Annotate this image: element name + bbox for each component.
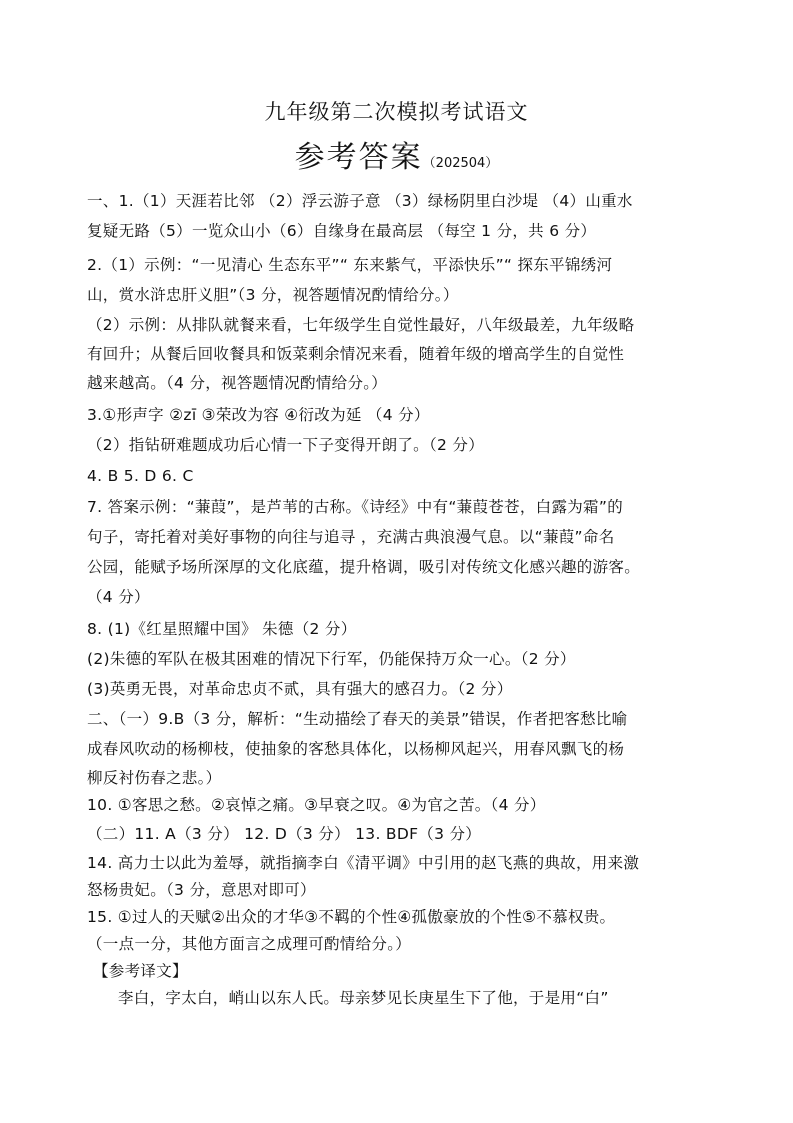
translation-heading: 【参考译文】	[93, 962, 188, 980]
answer-line: 3.①形声字 ②zī ③荣改为容 ④衍改为延 （4 分）	[87, 406, 430, 424]
answer-key-title: 参考答案	[294, 140, 423, 175]
answer-line: 山，赏水浒忠肝义胆”（3 分，视答题情况酌情给分。）	[87, 286, 459, 304]
answer-line: 有回升；从餐后回收餐具和饭菜剩余情况来看，随着年级的增高学生的自觉性	[87, 345, 625, 363]
answer-line: 8. (1)《红星照耀中国》 朱德（2 分）	[87, 620, 357, 638]
answer-line: 二、（一）9.B（3 分，解析：“生动描绘了春天的美景”错误，作者把客愁比喻	[87, 710, 628, 728]
answer-line: （一点一分，其他方面言之成理可酌情给分。）	[87, 935, 412, 953]
answer-line: 复疑无路（5）一览众山小（6）自缘身在最高层 （每空 1 分，共 6 分）	[87, 222, 597, 240]
answer-line: 10. ①客思之愁。②哀悼之痛。③早衰之叹。④为官之苦。（4 分）	[87, 796, 546, 814]
answer-line: 句子，寄托着对美好事物的向往与追寻 ，充满古典浪漫气息。以“蒹葭”命名	[87, 528, 615, 546]
answer-line: 15. ①过人的天赋②出众的才华③不羁的个性④孤傲豪放的个性⑤不慕权贵。	[87, 908, 616, 926]
answer-line: (2)朱德的军队在极其困难的情况下行军，仍能保持万众一心。（2 分）	[87, 650, 576, 668]
answer-line: 14. 高力士以此为羞辱，就指摘李白《清平调》中引用的赵飞燕的典故，用来激	[87, 854, 640, 872]
answer-line: 柳反衬伤春之悲。）	[87, 769, 222, 787]
answer-line: 公园，能赋予场所深厚的文化底蕴，提升格调，吸引对传统文化感兴趣的游客。	[87, 558, 641, 576]
answer-line: 一、1.（1）天涯若比邻 （2）浮云游子意 （3）绿杨阴里白沙堤 （4）山重水	[87, 192, 633, 210]
answer-line: 成春风吹动的杨柳枝，使抽象的客愁具体化，以杨柳风起兴，用春风飘飞的杨	[87, 740, 625, 758]
answer-line: （2）指钻研难题成功后心情一下子变得开朗了。（2 分）	[87, 436, 485, 454]
exam-code: （202504）	[422, 156, 499, 171]
answer-line: 4. B 5. D 6. C	[87, 467, 194, 485]
answer-key-heading	[0, 132, 793, 176]
exam-title: 九年级第二次模拟考试语文	[264, 100, 529, 124]
answer-line: （2）示例：从排队就餐来看，七年级学生自觉性最好，八年级最差，九年级略	[87, 316, 635, 334]
answer-line: (3)英勇无畏，对革命忠贞不贰，具有强大的感召力。（2 分）	[87, 680, 513, 698]
answer-line: 7. 答案示例：“蒹葭”，是芦苇的古称。《诗经》中有“蒹葭苍苍，白露为霜”的	[87, 498, 623, 516]
answer-line: 越来越高。（4 分，视答题情况酌情给分。）	[87, 374, 388, 392]
answer-line: 2.（1）示例：“一见清心 生态东平”“ 东来紫气，平添快乐”“ 探东平锦绣河	[87, 256, 613, 274]
answer-line: （4 分）	[87, 588, 150, 606]
answer-line: （二）11. A（3 分） 12. D（3 分） 13. BDF（3 分）	[87, 825, 482, 843]
translation-text: 李白，字太白，峭山以东人氏。母亲梦见长庚星生下了他，于是用“白”	[118, 989, 609, 1007]
answer-line: 怒杨贵妃。（3 分，意思对即可）	[87, 881, 316, 899]
